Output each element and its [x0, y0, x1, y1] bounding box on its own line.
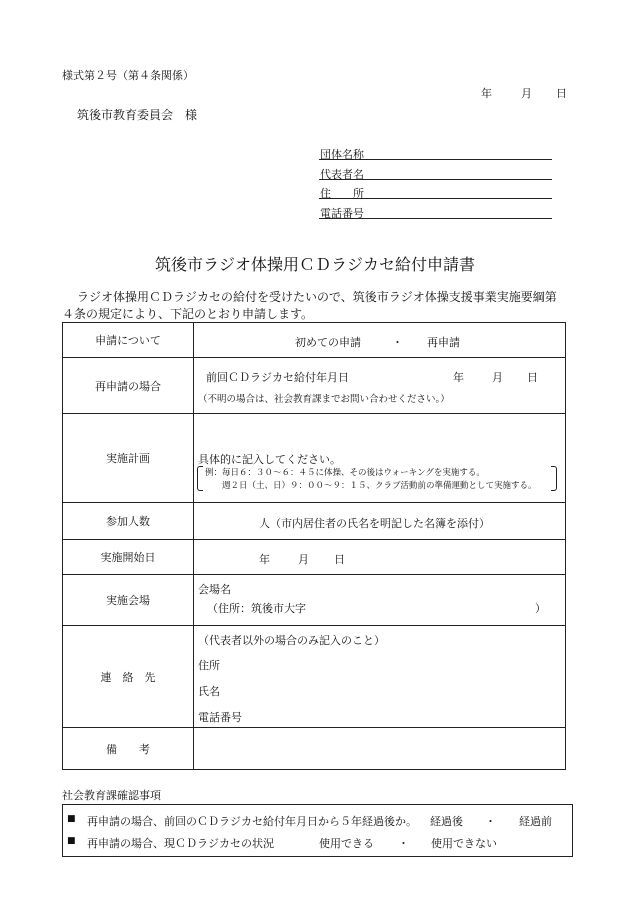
- row-participants: [63, 503, 566, 540]
- application-options[interactable]: [194, 323, 566, 358]
- option-unusable[interactable]: 使用できない: [431, 837, 497, 850]
- plan-example-1: 例：毎日６：３０～６：４５に体操、その後はウォーキングを実施する。: [205, 468, 485, 478]
- row-reapplication: [63, 358, 566, 414]
- year-label: 年: [453, 371, 464, 384]
- row-label: 参加人数: [63, 503, 194, 540]
- plan-example-2: 週２日（土、日）９：００～９：１５、クラブ活動前の準備運動として実施する。: [222, 481, 537, 491]
- year-label: 年: [259, 553, 270, 566]
- venue-address-close: ）: [535, 602, 546, 615]
- form-number: 様式第２号（第４条関係）: [62, 69, 194, 82]
- option-separator: ・: [398, 837, 409, 850]
- date-year: 年: [481, 87, 492, 100]
- contact-note: （代表者以外の場合のみ記入のこと）: [198, 634, 385, 647]
- example-bracket-right: [551, 466, 557, 491]
- field-phone: 電話番号: [320, 207, 364, 220]
- date-day: 日: [556, 87, 567, 100]
- confirmation-heading: 社会教育課確認事項: [62, 789, 161, 802]
- row-label: [63, 414, 194, 503]
- option-reapplication[interactable]: 再申請: [427, 336, 460, 349]
- reapplication-note: （不明の場合は、社会教育課までお問い合わせください。）: [198, 394, 450, 405]
- option-first-application[interactable]: 初めての申請: [295, 336, 361, 349]
- plan-instruction: 具体的に記入してください。: [198, 453, 341, 466]
- row-venue: [63, 575, 566, 626]
- month-label: 月: [298, 553, 309, 566]
- field-representative: 代表者名: [320, 168, 364, 181]
- start-date-input[interactable]: [194, 540, 566, 575]
- date-month: 月: [521, 87, 532, 100]
- field-address: 住 所: [320, 187, 364, 200]
- addressee: 筑後市教育委員会 様: [77, 108, 198, 122]
- confirmation-box: [62, 804, 573, 857]
- venue-address-label: （住所：筑後市大字: [207, 602, 306, 615]
- bullet-square-icon: ■: [67, 836, 76, 846]
- venue-name-label: 会場名: [198, 583, 231, 596]
- field-organization-name: 団体名称: [320, 148, 364, 161]
- contact-name-label: 氏名: [198, 685, 220, 698]
- month-label: 月: [492, 371, 503, 384]
- contact-input[interactable]: [194, 626, 566, 728]
- plan-label: 実施計画: [106, 452, 150, 465]
- row-label: 実施開始日: [63, 540, 194, 575]
- participants-text: 人（市内居住者の氏名を明記した名簿を添付）: [259, 517, 490, 530]
- row-plan: [63, 414, 566, 503]
- option-elapsed[interactable]: 経過後: [430, 815, 463, 828]
- day-label: 日: [527, 371, 538, 384]
- example-bracket-left: [197, 466, 203, 491]
- intro-line-2: ４条の規定により、下記のとおり申請します。: [62, 307, 314, 321]
- field-underline[interactable]: [319, 159, 552, 160]
- field-underline[interactable]: [319, 198, 552, 199]
- previous-grant-date-label: 前回ＣＤラジカセ給付年月日: [206, 371, 349, 384]
- row-label: 実施会場: [63, 575, 194, 626]
- document-title: 筑後市ラジオ体操用ＣＤラジカセ給付申請書: [154, 255, 475, 274]
- venue-input[interactable]: [194, 575, 566, 626]
- application-table: [62, 322, 566, 770]
- bullet-square-icon: ■: [67, 814, 76, 824]
- row-label: 申請について: [63, 323, 194, 358]
- contact-address-label: 住所: [198, 659, 220, 672]
- row-label: 再申請の場合: [63, 358, 194, 414]
- field-underline[interactable]: [319, 218, 552, 219]
- option-separator: ・: [392, 336, 403, 349]
- row-application-type: [63, 323, 566, 358]
- intro-line-1: ラジオ体操用ＣＤラジカセの給付を受けたいので、筑後市ラジオ体操支援事業実施要綱第: [77, 290, 557, 304]
- option-usable[interactable]: 使用できる: [319, 837, 374, 850]
- plan-input[interactable]: [194, 414, 566, 503]
- option-not-elapsed[interactable]: 経過前: [519, 815, 552, 828]
- field-underline[interactable]: [319, 179, 552, 180]
- confirm-item-2: 再申請の場合、現ＣＤラジカセの状況: [87, 837, 274, 850]
- contact-phone-label: 電話番号: [198, 711, 242, 724]
- option-separator: ・: [485, 815, 496, 828]
- day-label: 日: [334, 553, 345, 566]
- reapplication-input[interactable]: [194, 358, 566, 414]
- row-label: 備 考: [63, 728, 194, 770]
- row-remarks: [63, 728, 566, 770]
- row-start-date: [63, 540, 566, 575]
- participants-input[interactable]: [194, 503, 566, 540]
- remarks-input[interactable]: [194, 728, 566, 770]
- confirm-item-1: 再申請の場合、前回のＣＤラジカセ給付年月日から５年経過後か。: [87, 815, 417, 828]
- row-contact: [63, 626, 566, 728]
- row-label: 連 絡 先: [63, 626, 194, 728]
